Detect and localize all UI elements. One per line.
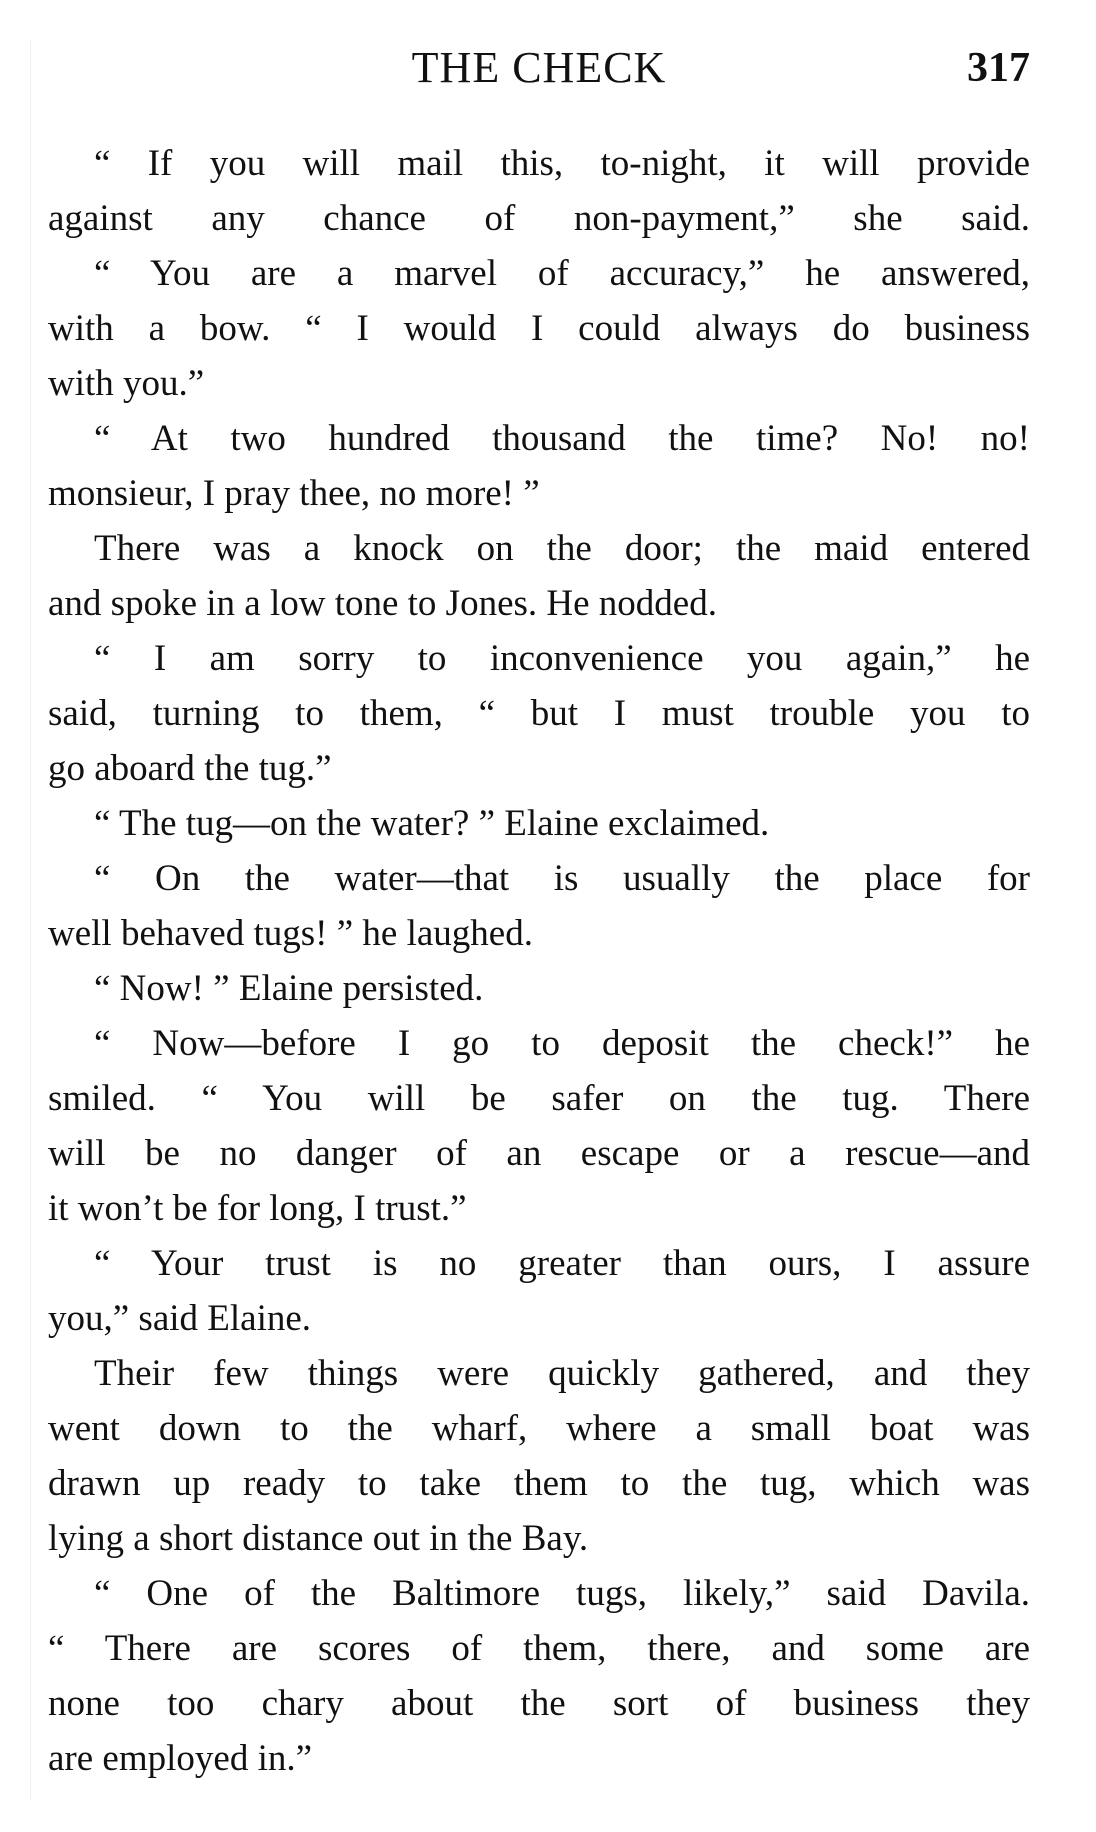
page-edge-shadow [30, 40, 31, 1800]
text-line: said, turning to them, “ but I must trouble you to [48, 693, 1030, 734]
page-number: 317 [967, 45, 1030, 91]
text-line: “ Your trust is no greater than ours, I assure [94, 1243, 1030, 1284]
text-line: well behaved tugs! ” he laughed. [48, 913, 533, 954]
text-line: “ If you will mail this, to-night, it will provide [94, 143, 1030, 184]
page-header [48, 38, 1030, 98]
text-line: it won’t be for long, I trust.” [48, 1188, 467, 1229]
text-line: will be no danger of an escape or a rescue—and [48, 1133, 1030, 1174]
text-line: against any chance of non-payment,” she said. [48, 198, 1030, 239]
text-line: smiled. “ You will be safer on the tug. There [48, 1078, 1030, 1119]
text-line: “ Now—before I go to deposit the check!” he [94, 1023, 1030, 1064]
text-line: drawn up ready to take them to the tug, which was [48, 1463, 1030, 1504]
text-line: Their few things were quickly gathered, and they [94, 1353, 1030, 1394]
text-line: are employed in.” [48, 1738, 313, 1779]
text-line: “ You are a marvel of accuracy,” he answered, [94, 253, 1030, 294]
text-line: “ There are scores of them, there, and some are [48, 1628, 1030, 1669]
text-line: monsieur, I pray thee, no more! ” [48, 473, 540, 514]
text-line: with a bow. “ I would I could always do business [48, 308, 1030, 349]
text-line: “ The tug—on the water? ” Elaine exclaimed. [94, 803, 770, 844]
text-line: lying a short distance out in the Bay. [48, 1518, 589, 1559]
text-line: “ Now! ” Elaine persisted. [94, 968, 484, 1009]
text-line: “ I am sorry to inconvenience you again,” he [94, 638, 1030, 679]
text-line: you,” said Elaine. [48, 1298, 312, 1339]
text-line: and spoke in a low tone to Jones. He nodded. [48, 583, 717, 624]
text-line: went down to the wharf, where a small boat was [48, 1408, 1030, 1449]
body-text [48, 136, 1030, 1786]
text-line: “ At two hundred thousand the time? No! no! [94, 418, 1030, 459]
text-line: “ One of the Baltimore tugs, likely,” said Davila. [94, 1573, 1030, 1614]
text-line: There was a knock on the door; the maid entered [94, 528, 1030, 569]
running-title: THE CHECK [411, 43, 667, 92]
text-line: go aboard the tug.” [48, 748, 332, 789]
text-line: with you.” [48, 363, 205, 404]
text-line: “ On the water—that is usually the place for [94, 858, 1030, 899]
text-line: none too chary about the sort of business they [48, 1683, 1030, 1724]
